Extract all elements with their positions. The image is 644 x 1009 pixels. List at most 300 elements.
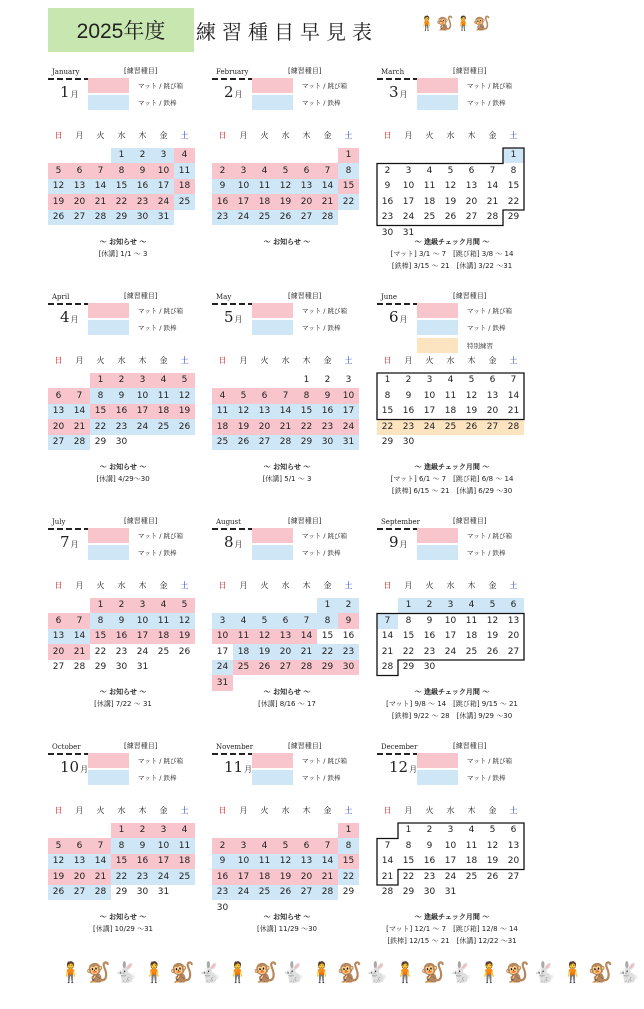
day-cell: 7 [69, 613, 90, 629]
notice-title: ～ お知らせ ～ [263, 913, 311, 921]
divider [212, 528, 254, 530]
day-cell: 3 [405, 165, 412, 176]
legend-swatch-blue [252, 545, 293, 560]
weekday-label: 日 [218, 131, 227, 141]
weekday-label: 金 [159, 581, 168, 591]
notice-box [48, 911, 198, 935]
day-cell: 3 [153, 823, 174, 839]
weekday-label: 火 [260, 581, 269, 591]
day-cell: 13 [48, 629, 69, 645]
month-grid [377, 353, 524, 450]
week-row [212, 869, 359, 885]
divider [377, 78, 419, 80]
day-cell: 5 [254, 613, 275, 629]
day-cell: 12 [486, 615, 499, 626]
day-cell [440, 660, 461, 676]
month-english: April [52, 293, 70, 301]
notice-box [212, 461, 362, 485]
day-cell: 1 [111, 148, 132, 164]
day-cell: 15 [402, 631, 415, 642]
notice-line: [鉄棒] 3/15 ～ 21 [休講] 3/22 ～31 [391, 262, 513, 270]
legend-label-blue: マット / 鉄棒 [138, 99, 177, 107]
day-cell: 2 [384, 165, 391, 176]
weekday-label: 月 [404, 581, 413, 591]
week-row [377, 388, 524, 404]
weekday-label: 月 [239, 806, 248, 816]
day-cell: 15 [381, 406, 394, 417]
legend-label-blue: マット / 鉄棒 [138, 549, 177, 557]
notice-line: [休講] 7/22 ～ 31 [94, 700, 152, 708]
weekday-row [377, 353, 524, 369]
weekday-label: 日 [383, 806, 392, 816]
weekday-label: 水 [281, 806, 290, 816]
month-number: 9月 [389, 533, 408, 551]
weekday-label: 日 [218, 806, 227, 816]
day-cell: 5 [447, 165, 454, 176]
day-cell [317, 823, 338, 839]
day-cell: 19 [486, 856, 499, 867]
day-cell: 14 [90, 854, 111, 870]
day-cell: 12 [233, 404, 254, 420]
week-row [48, 838, 195, 854]
day-cell: 14 [90, 179, 111, 195]
day-cell: 26 [233, 435, 254, 451]
month-number: 1月 [60, 83, 79, 101]
day-cell [317, 148, 338, 164]
month-block-10 [48, 741, 198, 963]
day-cell: 7 [90, 163, 111, 179]
weekday-label: 月 [239, 131, 248, 141]
week-row [48, 823, 195, 839]
divider [377, 528, 419, 530]
notice-title: ～ お知らせ ～ [99, 913, 147, 921]
weekday-label: 日 [54, 806, 63, 816]
day-cell: 27 [507, 646, 520, 657]
day-cell: 9 [405, 390, 412, 401]
legend-label-pink: マット / 跳び箱 [467, 757, 513, 765]
week-row [48, 435, 195, 451]
day-cell: 14 [486, 181, 499, 192]
day-cell: 14 [69, 629, 90, 645]
day-cell: 24 [233, 210, 254, 226]
day-cell: 25 [465, 871, 478, 882]
day-cell: 23 [381, 212, 394, 223]
week-row [212, 644, 359, 660]
day-cell: 18 [444, 406, 457, 417]
day-cell: 20 [296, 869, 317, 885]
day-cell: 30 [338, 660, 359, 676]
weekday-label: 木 [302, 806, 311, 816]
weekday-label: 金 [488, 131, 497, 141]
day-cell [212, 823, 233, 839]
notice-box [48, 461, 198, 485]
legend-heading: [練習種目] [288, 517, 322, 525]
day-cell: 16 [132, 854, 153, 870]
month-block-8 [212, 516, 362, 738]
day-cell: 13 [69, 179, 90, 195]
day-cell: 15 [90, 404, 111, 420]
legend-swatch-blue [252, 95, 293, 110]
day-cell: 12 [254, 629, 275, 645]
day-cell: 27 [465, 212, 478, 223]
day-cell: 7 [317, 838, 338, 854]
legend-label-pink: マット / 跳び箱 [138, 757, 184, 765]
day-cell: 6 [510, 825, 517, 836]
year-label: 2025年度 [48, 8, 194, 52]
day-cell: 22 [402, 871, 415, 882]
week-row [377, 644, 524, 660]
legend-swatch-pink [252, 303, 293, 318]
day-cell: 22 [94, 646, 107, 657]
day-cell: 3 [212, 613, 233, 629]
day-cell: 8 [90, 613, 111, 629]
day-cell: 15 [338, 854, 359, 870]
day-cell: 1 [317, 598, 338, 614]
divider [212, 78, 254, 80]
day-cell: 19 [275, 194, 296, 210]
day-cell: 26 [254, 660, 275, 676]
day-cell: 31 [153, 210, 174, 226]
day-cell: 29 [111, 210, 132, 226]
day-cell [69, 148, 90, 164]
legend-label-blue: マット / 鉄棒 [138, 324, 177, 332]
month-block-12 [377, 741, 527, 963]
day-cell: 27 [52, 662, 65, 673]
day-cell: 30 [136, 887, 149, 898]
day-cell: 16 [212, 194, 233, 210]
day-cell: 27 [296, 210, 317, 226]
day-cell: 24 [444, 646, 457, 657]
notice-line: [休講] 10/29 ～31 [93, 925, 153, 933]
weekday-label: 土 [180, 581, 189, 591]
month-number: 3月 [389, 83, 408, 101]
legend-swatch-blue [417, 95, 458, 110]
weekday-label: 日 [54, 131, 63, 141]
day-cell: 13 [507, 840, 520, 851]
day-cell: 28 [69, 435, 90, 451]
weekday-label: 月 [404, 806, 413, 816]
weekday-label: 木 [138, 131, 147, 141]
day-cell: 10 [132, 388, 153, 404]
day-cell [69, 598, 90, 614]
day-cell: 13 [48, 404, 69, 420]
day-cell: 2 [324, 375, 331, 386]
week-row [377, 210, 524, 226]
week-row [377, 885, 524, 901]
day-cell: 5 [174, 598, 195, 614]
weekday-label: 月 [239, 356, 248, 366]
month-grid [212, 353, 359, 450]
day-cell [153, 660, 174, 676]
day-cell: 15 [296, 404, 317, 420]
day-cell: 17 [233, 194, 254, 210]
day-cell: 2 [132, 148, 153, 164]
legend-label-pink: マット / 跳び箱 [467, 307, 513, 315]
day-cell: 5 [489, 825, 496, 836]
day-cell: 2 [111, 598, 132, 614]
day-cell: 10 [423, 390, 436, 401]
week-row [377, 373, 524, 389]
week-row [48, 629, 195, 645]
day-cell: 12 [275, 179, 296, 195]
legend-swatch-blue [88, 320, 129, 335]
day-cell: 7 [489, 165, 496, 176]
weekday-label: 火 [425, 131, 434, 141]
day-cell: 11 [423, 181, 436, 192]
legend-label-blue: マット / 鉄棒 [302, 549, 341, 557]
day-cell: 2 [338, 598, 359, 614]
day-cell: 28 [296, 660, 317, 676]
month-number: 11月 [224, 758, 253, 776]
legend-swatch-blue [88, 545, 129, 560]
day-cell: 16 [111, 404, 132, 420]
day-cell: 2 [419, 598, 440, 614]
day-cell: 29 [381, 437, 394, 448]
week-row [48, 194, 195, 210]
legend-heading: [練習種目] [124, 517, 158, 525]
weekday-label: 日 [54, 356, 63, 366]
month-english: September [381, 518, 420, 526]
day-cell: 20 [254, 419, 275, 435]
notice-box [377, 686, 527, 722]
weekday-label: 木 [467, 806, 476, 816]
day-cell: 20 [507, 631, 520, 642]
day-cell: 4 [174, 148, 195, 164]
notice-box [48, 236, 198, 260]
day-cell: 2 [426, 825, 433, 836]
legend-swatch-pink [252, 753, 293, 768]
legend-heading: [練習種目] [453, 742, 487, 750]
week-row [48, 210, 195, 226]
day-cell: 16 [381, 196, 394, 207]
month-block-6 [377, 291, 527, 513]
month-number: 8月 [224, 533, 243, 551]
day-cell: 25 [233, 660, 254, 676]
day-cell: 11 [153, 388, 174, 404]
day-cell: 1 [303, 375, 310, 386]
notice-box [377, 911, 527, 947]
day-cell: 24 [402, 212, 415, 223]
day-cell [275, 598, 296, 614]
day-cell: 14 [275, 404, 296, 420]
day-cell: 1 [338, 148, 359, 164]
day-cell [419, 148, 440, 164]
legend-heading: [練習種目] [124, 67, 158, 75]
day-cell [503, 885, 524, 901]
week-row [48, 404, 195, 420]
day-cell: 6 [254, 388, 275, 404]
day-cell: 11 [254, 854, 275, 870]
day-cell: 31 [402, 227, 415, 238]
day-cell: 30 [115, 662, 128, 673]
day-cell [440, 148, 461, 164]
notice-line: [休講] 11/29 ～30 [257, 925, 317, 933]
day-cell: 9 [111, 388, 132, 404]
day-cell: 14 [381, 631, 394, 642]
day-cell: 5 [482, 598, 503, 614]
day-cell: 23 [111, 419, 132, 435]
week-row [48, 644, 195, 660]
month-number: 5月 [224, 308, 243, 326]
day-cell: 16 [111, 629, 132, 645]
notice-line: [鉄棒] 9/22 ～ 28 [休講] 9/29 ～30 [391, 712, 513, 720]
month-english: October [52, 743, 81, 751]
month-grid [48, 353, 195, 450]
week-row [48, 854, 195, 870]
weekday-label: 土 [509, 131, 518, 141]
legend-swatch-pink [88, 78, 129, 93]
weekday-label: 金 [159, 356, 168, 366]
weekday-label: 水 [446, 356, 455, 366]
day-cell: 17 [444, 856, 457, 867]
day-cell: 14 [381, 856, 394, 867]
day-cell: 2 [405, 375, 412, 386]
weekday-label: 土 [180, 131, 189, 141]
day-cell: 29 [317, 660, 338, 676]
day-cell: 23 [423, 646, 436, 657]
weekday-label: 火 [425, 581, 434, 591]
legend-swatch-blue [88, 95, 129, 110]
day-cell: 25 [465, 646, 478, 657]
day-cell: 12 [174, 388, 195, 404]
notice-box [212, 686, 362, 710]
day-cell [503, 660, 524, 676]
day-cell: 17 [402, 196, 415, 207]
divider [377, 303, 419, 305]
weekday-label: 水 [117, 356, 126, 366]
day-cell: 25 [423, 212, 436, 223]
day-cell: 25 [212, 435, 233, 451]
day-cell: 18 [174, 179, 195, 195]
day-cell: 9 [132, 163, 153, 179]
day-cell: 4 [447, 375, 454, 386]
day-cell: 12 [444, 181, 457, 192]
notice-line: [鉄棒] 12/15 ～ 21 [休講] 12/22 ～31 [387, 937, 517, 945]
weekday-label: 木 [138, 806, 147, 816]
day-cell: 13 [507, 615, 520, 626]
legend-label-pink: マット / 跳び箱 [302, 82, 348, 90]
notice-title: ～ お知らせ ～ [99, 238, 147, 246]
week-row [377, 823, 524, 839]
day-cell [338, 210, 359, 226]
day-cell: 15 [507, 181, 520, 192]
day-cell: 4 [254, 163, 275, 179]
weekday-label: 火 [96, 581, 105, 591]
month-english: June [381, 293, 397, 301]
day-cell: 22 [338, 194, 359, 210]
legend-swatch-pink [417, 528, 458, 543]
weekday-label: 水 [281, 131, 290, 141]
day-cell: 7 [296, 613, 317, 629]
day-cell: 8 [90, 388, 111, 404]
day-cell: 21 [90, 194, 111, 210]
day-cell [377, 598, 398, 614]
weekday-label: 日 [218, 356, 227, 366]
day-cell: 24 [153, 194, 174, 210]
day-cell: 17 [233, 869, 254, 885]
day-cell: 17 [132, 404, 153, 420]
legend-label-pink: マット / 跳び箱 [467, 82, 513, 90]
legend-label-blue: マット / 鉄棒 [302, 324, 341, 332]
weekday-row [212, 803, 359, 819]
day-cell: 29 [296, 435, 317, 451]
day-cell: 2 [132, 823, 153, 839]
day-cell: 30 [402, 437, 415, 448]
weekday-label: 月 [239, 581, 248, 591]
day-cell: 20 [69, 194, 90, 210]
day-cell: 30 [381, 227, 394, 238]
legend-swatch-blue [417, 770, 458, 785]
week-row [48, 373, 195, 389]
day-cell: 14 [317, 179, 338, 195]
day-cell [482, 660, 503, 676]
weekday-label: 木 [302, 581, 311, 591]
notice-line: [マット] 12/1 ～ 7 [跳び箱] 12/8 ～ 14 [386, 925, 518, 933]
month-english: May [216, 293, 232, 301]
day-cell: 30 [317, 435, 338, 451]
day-cell: 16 [132, 179, 153, 195]
day-cell: 27 [69, 210, 90, 226]
legend-heading: [練習種目] [453, 517, 487, 525]
day-cell: 2 [212, 838, 233, 854]
day-cell: 1 [384, 375, 391, 386]
legend-swatch-blue [252, 320, 293, 335]
day-cell: 21 [275, 419, 296, 435]
mascot-character-icon: 🧍🐒🧍🐒 [418, 16, 492, 32]
day-cell: 19 [174, 404, 195, 420]
weekday-row [377, 578, 524, 594]
day-cell: 9 [212, 854, 233, 870]
month-number: 4月 [60, 308, 79, 326]
day-cell: 22 [338, 869, 359, 885]
day-cell: 15 [321, 631, 334, 642]
day-cell: 20 [486, 406, 499, 417]
legend-heading: [練習種目] [124, 292, 158, 300]
notice-box [377, 236, 527, 272]
day-cell [254, 823, 275, 839]
day-cell: 21 [507, 406, 520, 417]
day-cell: 8 [296, 388, 317, 404]
day-cell: 26 [486, 871, 499, 882]
day-cell: 4 [233, 613, 254, 629]
day-cell: 15 [90, 629, 111, 645]
day-cell [48, 598, 69, 614]
weekday-label: 水 [281, 581, 290, 591]
day-cell: 3 [132, 598, 153, 614]
month-block-1 [48, 66, 198, 288]
week-row [212, 823, 359, 839]
day-cell: 7 [275, 388, 296, 404]
day-cell: 21 [90, 869, 111, 885]
day-cell: 29 [342, 887, 355, 898]
day-cell: 6 [503, 598, 524, 614]
weekday-label: 火 [96, 131, 105, 141]
weekday-label: 土 [344, 131, 353, 141]
legend-swatch-pink [88, 528, 129, 543]
day-cell [69, 823, 90, 839]
day-cell: 21 [317, 869, 338, 885]
day-cell: 16 [423, 631, 436, 642]
weekday-label: 月 [404, 356, 413, 366]
weekday-label: 木 [467, 356, 476, 366]
weekday-label: 土 [344, 581, 353, 591]
legend-label-pink: マット / 跳び箱 [138, 307, 184, 315]
weekday-label: 水 [446, 131, 455, 141]
day-cell [461, 435, 482, 451]
day-cell: 22 [296, 419, 317, 435]
divider [377, 753, 419, 755]
day-cell [275, 823, 296, 839]
